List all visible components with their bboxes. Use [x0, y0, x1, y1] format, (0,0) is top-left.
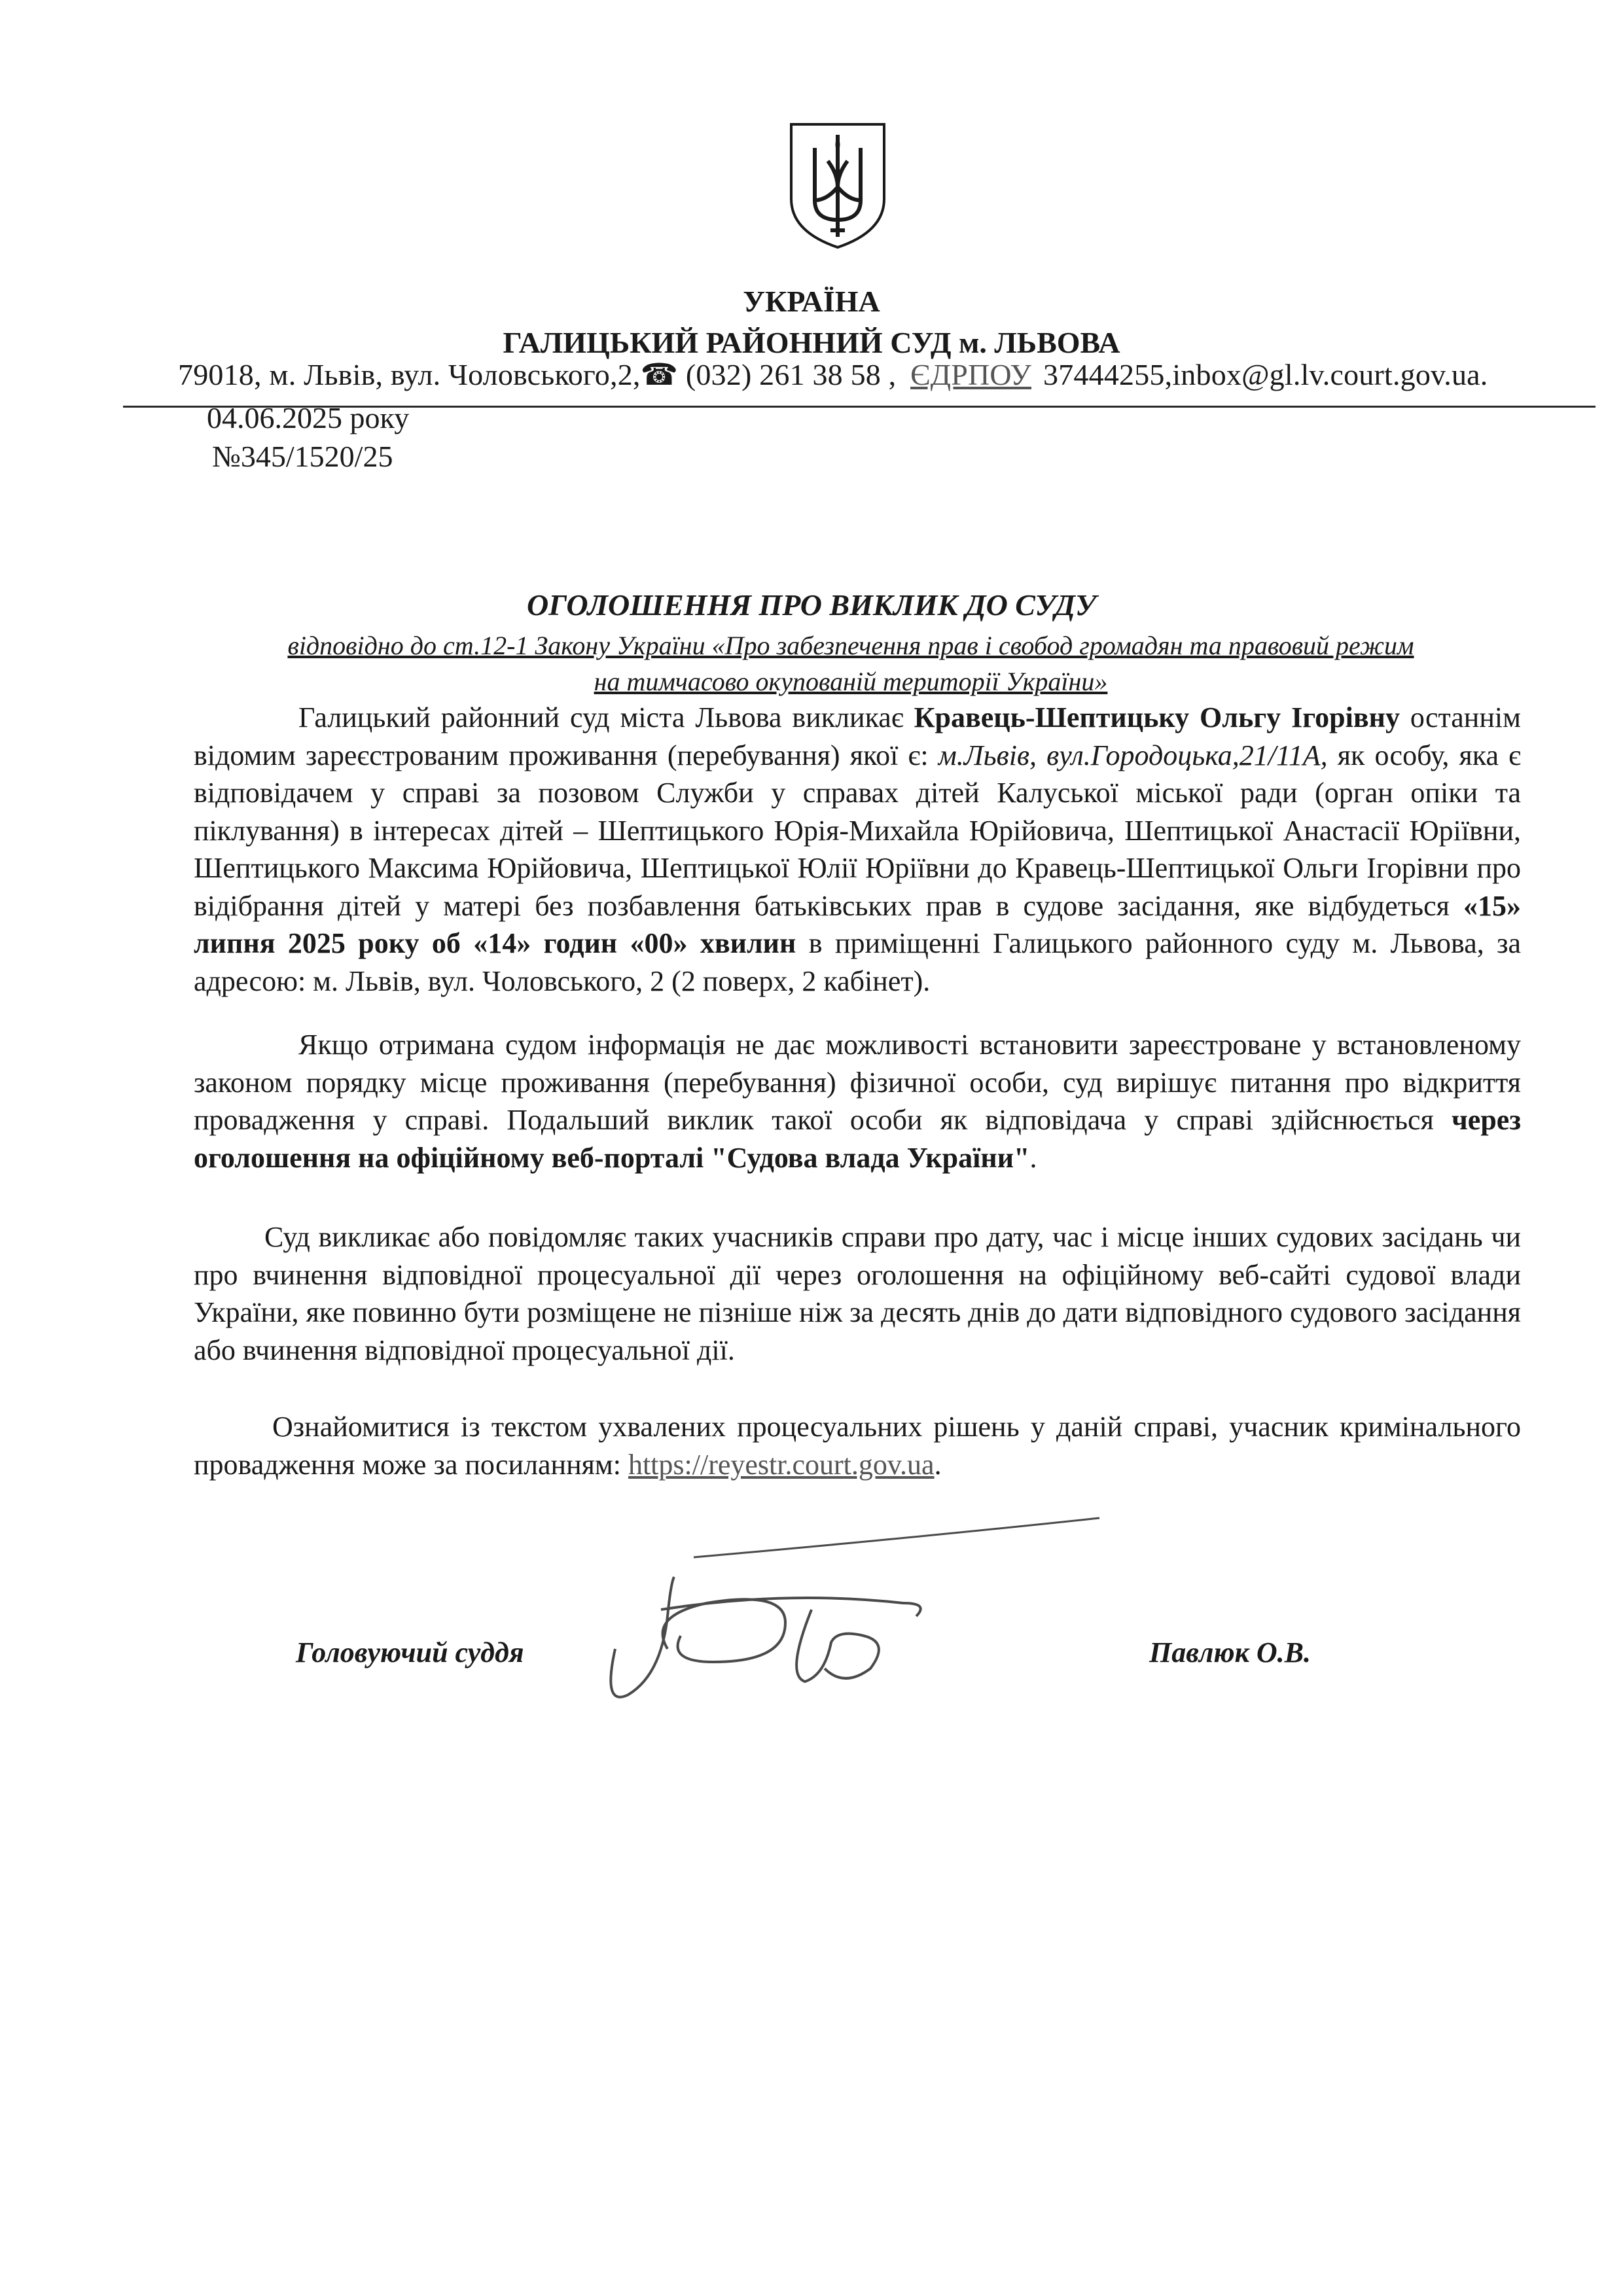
notice-subtitle-line-1: відповідно до ст.12-1 Закону України «Про забезпечення прав і свобод громадян та правовий режим: [287, 631, 1414, 660]
judge-name: Павлюк О.В.: [1149, 1636, 1311, 1669]
p2-text-b: .: [1029, 1141, 1037, 1174]
judge-role-label: Головуючий суддя: [296, 1636, 524, 1669]
p4-text-a: Ознайомитися із текстом ухвалених процесуальних рішень у даній справі, учасник кримінального провадження може за посиланням:: [194, 1411, 1521, 1481]
p1-text-c: як особу, яка є відповідачем у справі за позовом Служби у справах дітей Калуської міської ради (орган опіки та піклування) в інтересах дітей – Шептицького Юрія-Михайла Юрійовича, Шептицької Анастасії Юріївни, Шептицького Максима Юрійовича, Шептицької Юлії Юріївни до Кравець-Шептицької Ольги Ігорівни про відібрання дітей у матері без позбавлення батьківських прав в судове засідання, яке відбудеться: [194, 739, 1522, 922]
defendant-name: Кравець-Шептицьку Ольгу Ігорівну: [914, 701, 1400, 733]
p1-text-b: останнім відомим зареєстрованим проживання (перебування) якої є:: [194, 701, 1521, 771]
edrpou-label: ЄДРПОУ: [910, 358, 1032, 391]
document-date: 04.06.2025 року: [207, 401, 410, 434]
trident-coat-of-arms-icon: [789, 122, 887, 250]
court-address-line: [178, 357, 1488, 392]
court-address: 79018, м. Львів, вул. Чоловського,2,: [178, 358, 641, 391]
notice-title: ОГОЛОШЕННЯ ПРО ВИКЛИК ДО СУДУ: [527, 588, 1096, 622]
paragraph-summons: [194, 699, 1521, 1000]
p1-text-a: Галицький районний суд міста Львова викликає: [298, 701, 914, 733]
court-name: ГАЛИЦЬКИЙ РАЙОННИЙ СУД м. ЛЬВОВА: [503, 326, 1120, 359]
paragraph-registry-link: [194, 1408, 1521, 1483]
p2-portal-text: через оголошення на офіційному веб-порталі "Судова влада України": [194, 1104, 1521, 1174]
registry-link[interactable]: https://reyestr.court.gov.ua: [628, 1448, 935, 1481]
notice-subtitle-line-2: на тимчасово окупованій території України»: [594, 667, 1108, 696]
p1-text-d: в приміщенні Галицького районного суду м. Львова, за адресою: м. Львів, вул. Чоловського, 2 (2 поверх, 2 кабінет).: [194, 927, 1521, 997]
phone-icon: ☎: [640, 358, 679, 391]
paragraph-further-hearings: Суд викликає або повідомляє таких учасників справи про дату, час і місце інших судових засідань чи про вчинення відповідної процесуальної дії через оголошення на офіційному веб-сайті судової влади України, яке повинно бути розміщене не пізніше ніж за десять днів до дати відповідного судового засідання або вчинення відповідної процесуальної дії.: [194, 1221, 1521, 1366]
hearing-datetime: «15» липня 2025 року об «14» годин «00» хвилин: [194, 889, 1521, 959]
edrpou-and-email: 37444255,inbox@gl.lv.court.gov.ua.: [1043, 358, 1488, 391]
country-name: УКРАЇНА: [743, 285, 880, 318]
p2-text-a: Якщо отримана судом інформація не дає можливості встановити зареєстроване у встановленому законом порядку місце проживання (перебування) фізичної особи, суд вирішує питання про відкриття провадження у справі. Подальший виклик такої особи як відповідача у справі здійснюється: [194, 1029, 1521, 1136]
paragraph-notice-method: [194, 1026, 1521, 1176]
defendant-address: м.Львів, вул.Городоцька,21/11А,: [938, 739, 1328, 771]
p4-text-b: .: [934, 1448, 942, 1481]
court-phone: (032) 261 38 58 ,: [685, 358, 897, 391]
document-number: №345/1520/25: [212, 440, 393, 473]
handwritten-signature: [589, 1511, 1113, 1734]
